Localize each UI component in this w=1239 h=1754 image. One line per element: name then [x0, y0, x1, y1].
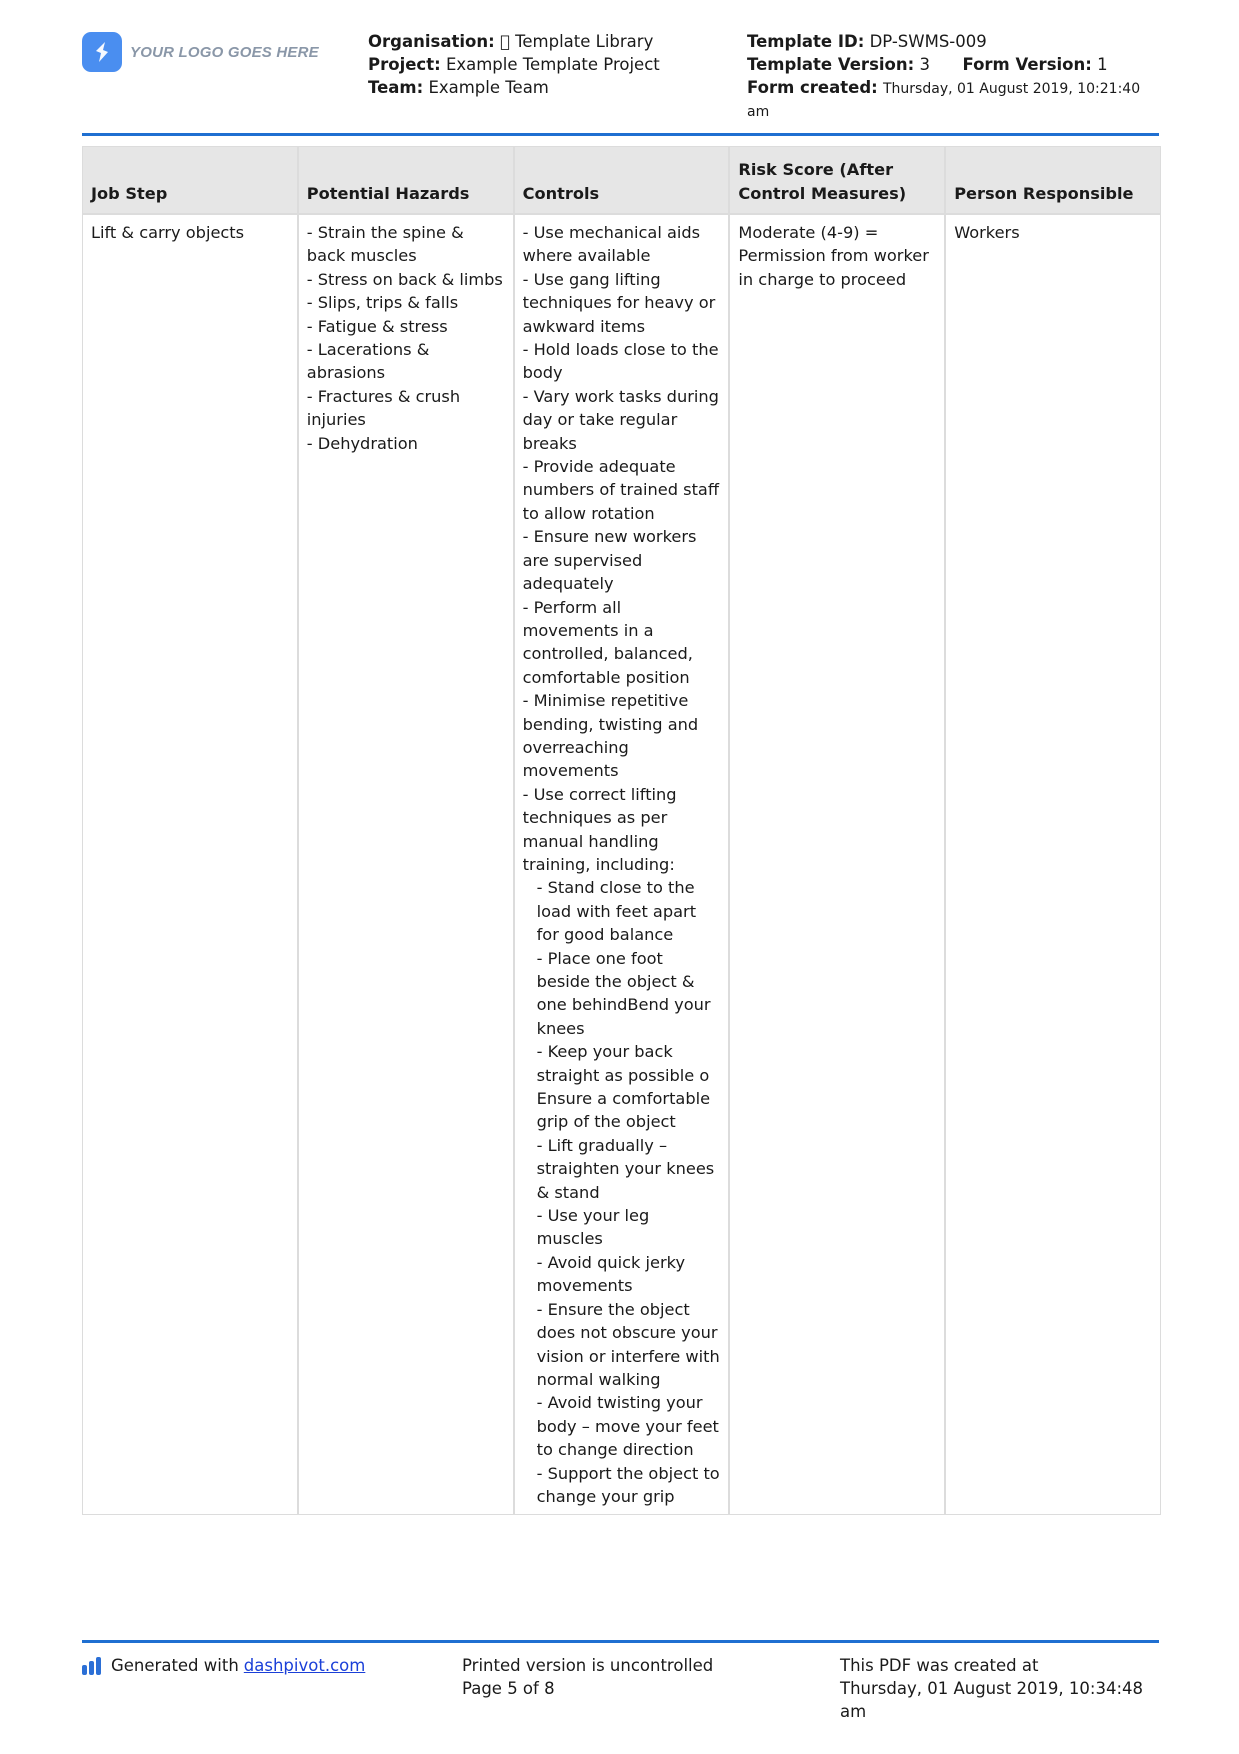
hazard-item: - Strain the spine & back muscles — [306, 223, 469, 266]
risk-score-cell: Moderate (4-9) = Permission from worker in charge to proceed — [729, 214, 945, 1515]
form-created-label: Form created: — [747, 78, 878, 97]
sub-control-item: - Lift gradually – straighten your knees & stand — [536, 1135, 720, 1202]
control-item: - Minimise repetitive bending, twisting and overreaching movements — [522, 691, 704, 781]
control-item: - Use mechanical aids where available — [522, 223, 706, 266]
project-info — [368, 30, 728, 99]
dashpivot-link[interactable]: dashpivot.com — [243, 1656, 366, 1675]
control-item: - Ensure new workers are supervised adequately — [522, 527, 702, 594]
dashpivot-icon — [82, 1657, 103, 1675]
job-step-cell: Lift & carry objects — [82, 214, 298, 1515]
organisation-label: Organisation: — [368, 32, 495, 51]
hazard-item: - Fatigue & stress — [306, 316, 448, 336]
page-number: Page 5 of 8 — [462, 1679, 555, 1698]
header-divider — [82, 133, 1159, 136]
sub-control-item: - Use your leg muscles — [536, 1206, 655, 1249]
control-item: - Use gang lifting techniques for heavy or awkward items — [522, 269, 721, 336]
logo-icon — [82, 32, 122, 72]
hazard-item: - Fractures & crush injuries — [306, 386, 466, 430]
print-status — [462, 1654, 762, 1700]
control-item: - Use correct lifting techniques as per manual handling training, including: — [522, 784, 682, 874]
sub-control-item: - Keep your back straight as possible o Ensure a comfortable grip of the object — [536, 1042, 716, 1132]
sub-control-item: - Place one foot beside the object & one behindBend your knees — [536, 948, 716, 1038]
footer-divider — [82, 1640, 1159, 1643]
template-info — [747, 30, 1167, 124]
form-version-value: 1 — [1097, 55, 1108, 74]
template-id-label: Template ID: — [747, 32, 865, 51]
column-header-risk-score: Risk Score (After Control Measures) — [729, 146, 945, 214]
uncontrolled-notice: Printed version is uncontrolled — [462, 1656, 714, 1675]
person-responsible-cell: Workers — [945, 214, 1161, 1515]
swms-table — [82, 146, 1161, 1515]
controls-cell — [514, 214, 730, 1515]
control-item: - Vary work tasks during day or take regular breaks — [522, 386, 725, 453]
column-header-controls: Controls — [514, 146, 730, 214]
created-text: This PDF was created at — [840, 1656, 1039, 1675]
organisation-value: Template Library — [499, 32, 639, 51]
project-label: Project: — [368, 55, 441, 74]
form-created-value: Thursday, 01 August 2019, 10:21:40 — [883, 81, 1141, 97]
control-item: - Perform all movements in a controlled, balanced, comfortable position — [522, 597, 699, 687]
form-version-label: Form Version: — [962, 55, 1092, 74]
sub-control-item: - Stand close to the load with feet apart for good balance — [536, 878, 702, 945]
template-id-value: DP-SWMS-009 — [869, 32, 987, 51]
hazard-item: - Stress on back & limbs — [306, 269, 503, 289]
generated-with — [82, 1654, 365, 1677]
hazard-item: - Dehydration — [306, 433, 418, 453]
pdf-created-info — [840, 1654, 1160, 1723]
company-logo — [82, 32, 319, 72]
sub-control-item: - Avoid quick jerky movements — [536, 1252, 691, 1296]
team-value: Example Team — [428, 78, 549, 97]
sub-control-item: - Avoid twisting your body – move your feet to change direction — [536, 1393, 725, 1460]
created-date: Thursday, 01 August 2019, 10:34:48 — [840, 1679, 1144, 1698]
project-value: Example Template Project — [445, 55, 660, 74]
hazard-item: - Slips, trips & falls — [306, 293, 459, 313]
template-version-value: 3 — [919, 55, 930, 74]
page-header — [82, 28, 1159, 133]
table-header-row — [82, 146, 1161, 214]
column-header-person-responsible: Person Responsible — [945, 146, 1161, 214]
column-header-job-step: Job Step — [82, 146, 298, 214]
template-version-label: Template Version: — [747, 55, 915, 74]
sub-control-item: - Ensure the object does not obscure your vision or interfere with normal walking — [536, 1299, 725, 1389]
hazard-item: - Lacerations & abrasions — [306, 340, 435, 383]
table-row — [82, 214, 1161, 1515]
created-date-2: am — [840, 1702, 867, 1721]
logo-text: YOUR LOGO GOES HERE — [130, 43, 319, 61]
form-created-value-2: am — [747, 104, 770, 120]
sub-control-item: - Support the object to change your grip — [536, 1463, 725, 1506]
generated-text: Generated with — [111, 1656, 239, 1675]
control-item: - Provide adequate numbers of trained staff to allow rotation — [522, 457, 725, 523]
column-header-potential-hazards: Potential Hazards — [298, 146, 514, 214]
control-item: - Hold loads close to the body — [522, 340, 724, 383]
hazards-cell — [298, 214, 514, 1515]
team-label: Team: — [368, 78, 424, 97]
